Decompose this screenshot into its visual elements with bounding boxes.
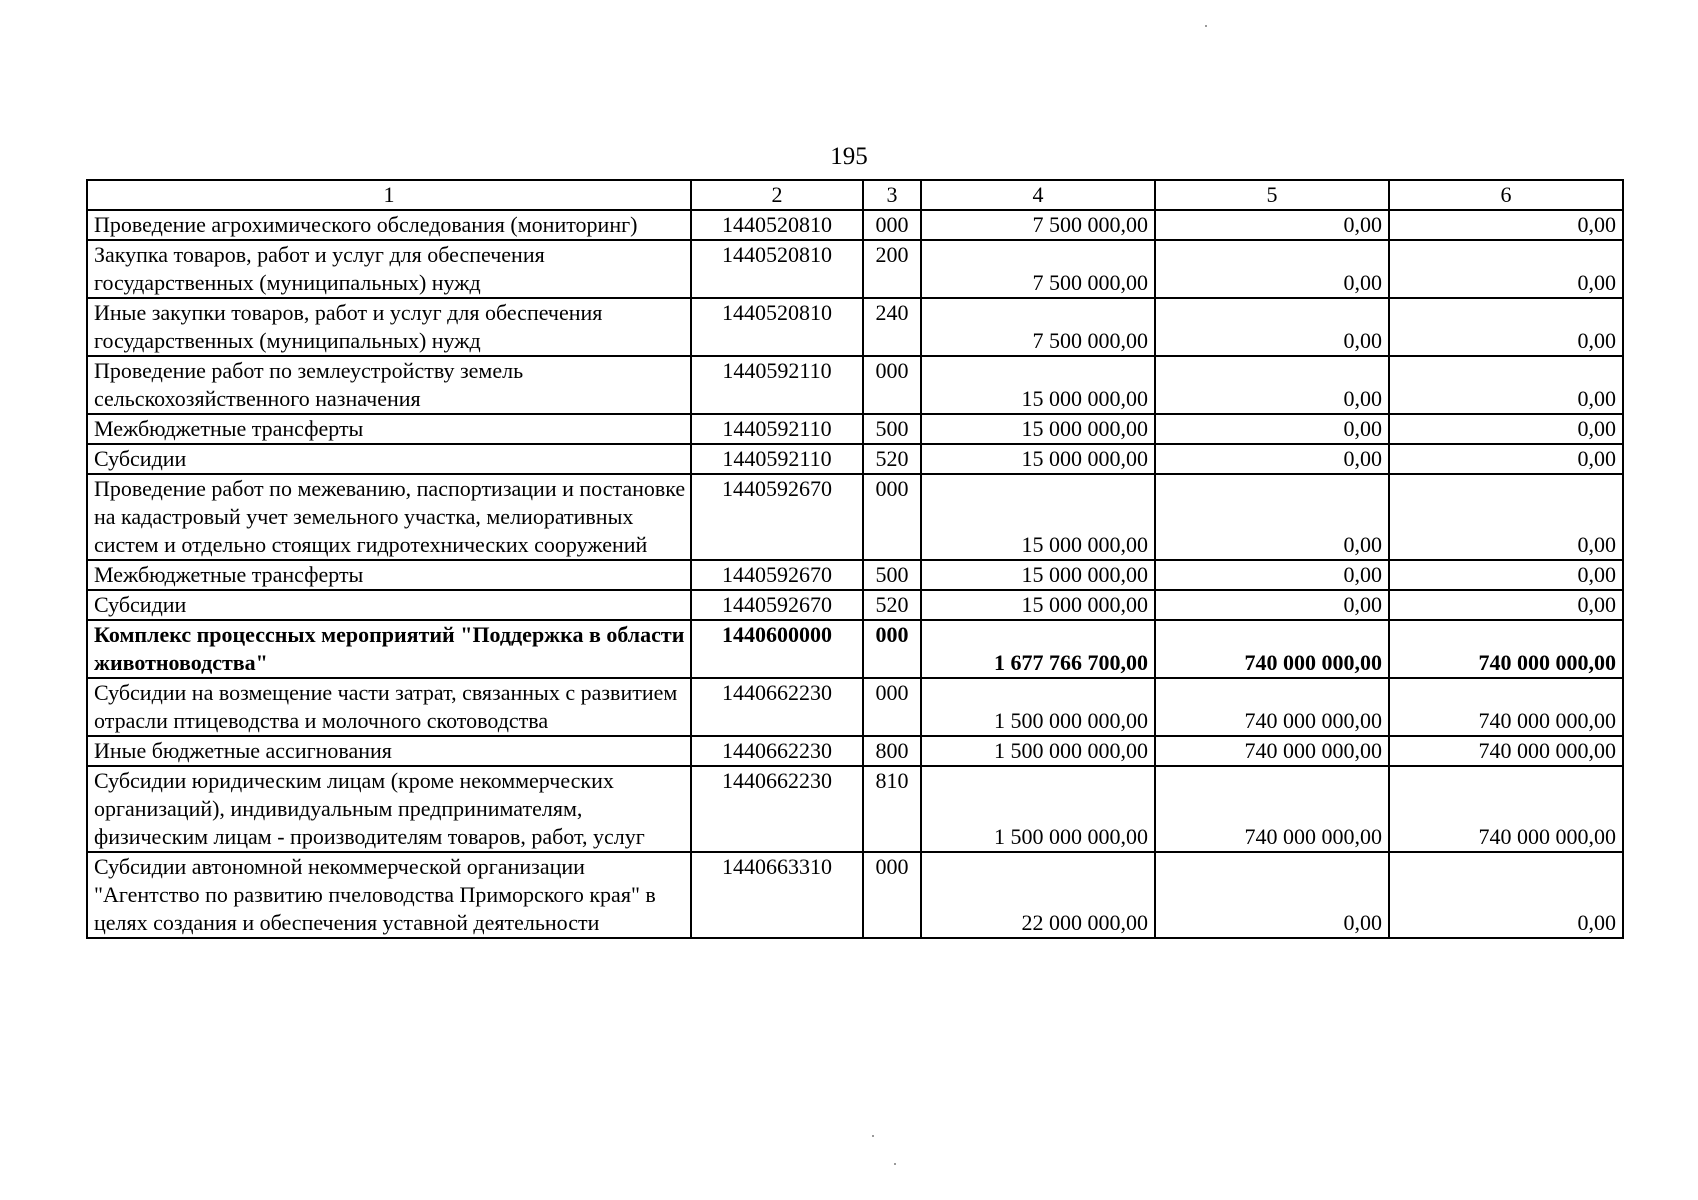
table-header-row	[87, 180, 1623, 210]
row-code-cell: 1440592670	[691, 474, 863, 560]
table-row	[87, 852, 1623, 938]
row-amount-col4-cell: 15 000 000,00	[921, 444, 1155, 474]
row-amount-col6-cell: 740 000 000,00	[1389, 736, 1623, 766]
row-type-cell: 800	[863, 736, 921, 766]
row-name-cell: Проведение работ по землеустройству земель сельскохозяйственного назначения	[87, 356, 691, 414]
row-type-cell: 000	[863, 852, 921, 938]
table-row	[87, 766, 1623, 852]
row-type-cell: 500	[863, 560, 921, 590]
scan-speck	[872, 1135, 874, 1137]
row-type-cell: 520	[863, 444, 921, 474]
row-code-cell: 1440520810	[691, 240, 863, 298]
row-amount-col4-cell: 1 500 000 000,00	[921, 678, 1155, 736]
row-type-cell: 000	[863, 356, 921, 414]
row-name-cell: Субсидии юридическим лицам (кроме некоммерческих организаций), индивидуальным предпринимателям, физическим лицам - производителям товаров, работ, услуг	[87, 766, 691, 852]
row-amount-col4-cell: 7 500 000,00	[921, 210, 1155, 240]
row-amount-col6-cell: 0,00	[1389, 240, 1623, 298]
row-code-cell: 1440592670	[691, 590, 863, 620]
table-row	[87, 736, 1623, 766]
column-header: 5	[1155, 180, 1389, 210]
row-code-cell: 1440592110	[691, 414, 863, 444]
row-name-cell: Закупка товаров, работ и услуг для обеспечения государственных (муниципальных) нужд	[87, 240, 691, 298]
table-row	[87, 210, 1623, 240]
row-code-cell: 1440662230	[691, 736, 863, 766]
row-amount-col5-cell: 0,00	[1155, 444, 1389, 474]
table-body	[87, 210, 1623, 938]
row-code-cell: 1440662230	[691, 766, 863, 852]
row-amount-col6-cell: 0,00	[1389, 356, 1623, 414]
row-amount-col5-cell: 0,00	[1155, 560, 1389, 590]
row-amount-col4-cell: 15 000 000,00	[921, 414, 1155, 444]
table-row	[87, 620, 1623, 678]
row-code-cell: 1440592110	[691, 356, 863, 414]
row-type-cell: 000	[863, 210, 921, 240]
row-amount-col6-cell: 0,00	[1389, 590, 1623, 620]
row-type-cell: 810	[863, 766, 921, 852]
scan-speck	[1205, 25, 1207, 27]
table-row	[87, 590, 1623, 620]
row-amount-col5-cell: 740 000 000,00	[1155, 766, 1389, 852]
row-name-cell: Комплекс процессных мероприятий "Поддержка в области животноводства"	[87, 620, 691, 678]
row-name-cell: Субсидии	[87, 590, 691, 620]
row-amount-col6-cell: 0,00	[1389, 474, 1623, 560]
row-amount-col4-cell: 22 000 000,00	[921, 852, 1155, 938]
table-row	[87, 414, 1623, 444]
table-row	[87, 560, 1623, 590]
table-row	[87, 356, 1623, 414]
row-amount-col5-cell: 740 000 000,00	[1155, 678, 1389, 736]
row-amount-col5-cell: 0,00	[1155, 590, 1389, 620]
column-header: 4	[921, 180, 1155, 210]
row-amount-col6-cell: 0,00	[1389, 560, 1623, 590]
row-type-cell: 000	[863, 474, 921, 560]
row-type-cell: 500	[863, 414, 921, 444]
row-amount-col5-cell: 0,00	[1155, 852, 1389, 938]
row-code-cell: 1440520810	[691, 298, 863, 356]
row-amount-col6-cell: 0,00	[1389, 852, 1623, 938]
row-amount-col4-cell: 15 000 000,00	[921, 356, 1155, 414]
row-code-cell: 1440600000	[691, 620, 863, 678]
scan-speck	[894, 1163, 896, 1165]
table-row	[87, 298, 1623, 356]
row-amount-col5-cell: 0,00	[1155, 240, 1389, 298]
column-header: 1	[87, 180, 691, 210]
row-amount-col4-cell: 1 500 000 000,00	[921, 736, 1155, 766]
row-amount-col4-cell: 7 500 000,00	[921, 240, 1155, 298]
column-header: 3	[863, 180, 921, 210]
row-amount-col5-cell: 0,00	[1155, 298, 1389, 356]
row-name-cell: Субсидии автономной некоммерческой организации "Агентство по развитию пчеловодства Приморского края" в целях создания и обеспечения уставной деятельности	[87, 852, 691, 938]
row-name-cell: Проведение работ по межеванию, паспортизации и постановке на кадастровый учет земельного участка, мелиоративных систем и отдельно стоящих гидротехнических сооружений	[87, 474, 691, 560]
row-amount-col4-cell: 1 500 000 000,00	[921, 766, 1155, 852]
row-amount-col6-cell: 0,00	[1389, 210, 1623, 240]
row-amount-col5-cell: 0,00	[1155, 414, 1389, 444]
row-amount-col5-cell: 740 000 000,00	[1155, 620, 1389, 678]
row-amount-col4-cell: 15 000 000,00	[921, 560, 1155, 590]
row-name-cell: Субсидии	[87, 444, 691, 474]
row-name-cell: Субсидии на возмещение части затрат, связанных с развитием отрасли птицеводства и молочного скотоводства	[87, 678, 691, 736]
row-type-cell: 520	[863, 590, 921, 620]
row-amount-col6-cell: 0,00	[1389, 444, 1623, 474]
row-name-cell: Межбюджетные трансферты	[87, 414, 691, 444]
row-type-cell: 200	[863, 240, 921, 298]
row-amount-col4-cell: 7 500 000,00	[921, 298, 1155, 356]
page-number: 195	[830, 143, 868, 170]
row-amount-col6-cell: 0,00	[1389, 298, 1623, 356]
row-name-cell: Иные бюджетные ассигнования	[87, 736, 691, 766]
row-code-cell: 1440662230	[691, 678, 863, 736]
row-amount-col4-cell: 15 000 000,00	[921, 590, 1155, 620]
row-amount-col5-cell: 0,00	[1155, 210, 1389, 240]
row-name-cell: Межбюджетные трансферты	[87, 560, 691, 590]
row-code-cell: 1440520810	[691, 210, 863, 240]
row-amount-col4-cell: 15 000 000,00	[921, 474, 1155, 560]
row-amount-col4-cell: 1 677 766 700,00	[921, 620, 1155, 678]
row-amount-col6-cell: 740 000 000,00	[1389, 620, 1623, 678]
row-name-cell: Проведение агрохимического обследования (мониторинг)	[87, 210, 691, 240]
row-name-cell: Иные закупки товаров, работ и услуг для обеспечения государственных (муниципальных) нужд	[87, 298, 691, 356]
table-row	[87, 474, 1623, 560]
row-code-cell: 1440592110	[691, 444, 863, 474]
row-type-cell: 000	[863, 678, 921, 736]
row-code-cell: 1440663310	[691, 852, 863, 938]
row-code-cell: 1440592670	[691, 560, 863, 590]
budget-table	[86, 179, 1624, 939]
row-amount-col5-cell: 0,00	[1155, 474, 1389, 560]
column-header: 6	[1389, 180, 1623, 210]
row-amount-col6-cell: 740 000 000,00	[1389, 678, 1623, 736]
column-header: 2	[691, 180, 863, 210]
table-row	[87, 240, 1623, 298]
table-row	[87, 678, 1623, 736]
row-type-cell: 000	[863, 620, 921, 678]
row-amount-col5-cell: 0,00	[1155, 356, 1389, 414]
row-amount-col6-cell: 0,00	[1389, 414, 1623, 444]
row-amount-col6-cell: 740 000 000,00	[1389, 766, 1623, 852]
row-type-cell: 240	[863, 298, 921, 356]
table-row	[87, 444, 1623, 474]
row-amount-col5-cell: 740 000 000,00	[1155, 736, 1389, 766]
